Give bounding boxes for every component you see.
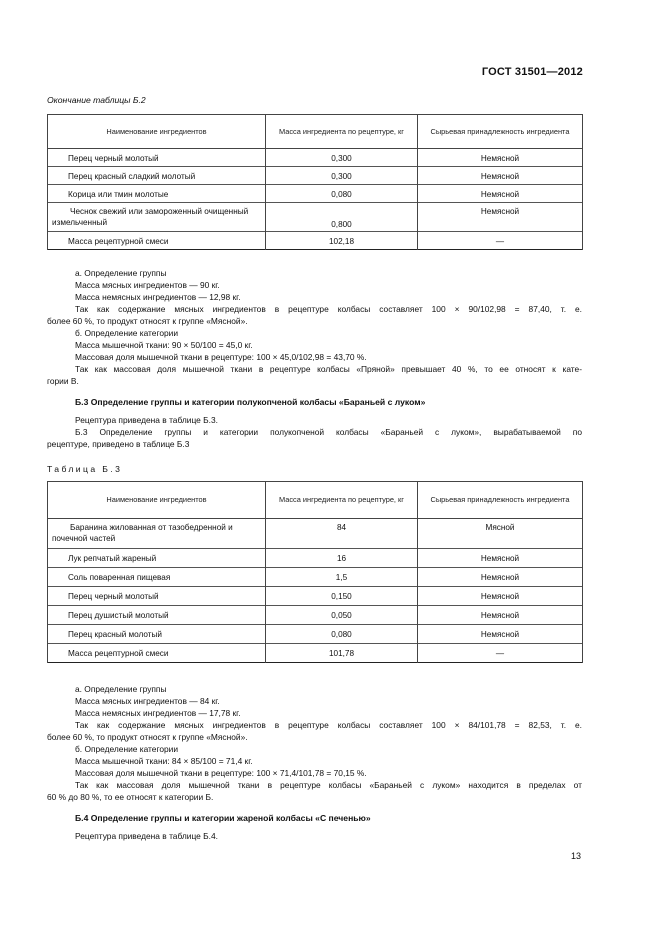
table-b3 <box>47 481 583 663</box>
ingredient-name: Чеснок свежий или замороженный очищенный измельченный <box>48 203 266 232</box>
paragraph: 60 % до 80 %, то ее относят к категории Б. <box>47 792 214 802</box>
section-heading: Б.3 Определение группы и категории полукопченой колбасы «Бараньей с луком» <box>75 397 426 407</box>
paragraph: Масса немясных ингредиентов — 17,78 кг. <box>75 708 241 718</box>
paragraph: а. Определение группы <box>75 268 167 278</box>
column-header: Масса ингредиента по рецептуре, кг <box>266 482 418 519</box>
table-row <box>48 587 583 606</box>
column-header: Сырьевая принадлежность ингредиента <box>418 482 583 519</box>
ingredient-type: Немясной <box>418 185 583 203</box>
ingredient-name: Масса рецептурной смеси <box>48 644 266 663</box>
ingredient-type: Немясной <box>418 606 583 625</box>
column-header: Масса ингредиента по рецептуре, кг <box>266 115 418 149</box>
paragraph: Так как массовая доля мышечной ткани в рецептуре колбасы «Бараньей с луком» находится в пределах от <box>75 780 582 790</box>
ingredient-mass: 0,300 <box>266 149 418 167</box>
table-b2-caption: Окончание таблицы Б.2 <box>47 95 146 105</box>
table-row <box>48 644 583 663</box>
ingredient-mass: 102,18 <box>266 232 418 250</box>
ingredient-mass: 0,080 <box>266 185 418 203</box>
paragraph: Масса немясных ингредиентов — 12,98 кг. <box>75 292 241 302</box>
paragraph: а. Определение группы <box>75 684 167 694</box>
table-row <box>48 568 583 587</box>
ingredient-name: Баранина жилованная от тазобедренной и почечной частей <box>48 519 266 549</box>
paragraph: Масса мясных ингредиентов — 84 кг. <box>75 696 220 706</box>
ingredient-mass: 101,78 <box>266 644 418 663</box>
paragraph: б. Определение категории <box>75 328 178 338</box>
column-header: Наименование ингредиентов <box>48 482 266 519</box>
ingredient-name: Перец душистый молотый <box>48 606 266 625</box>
ingredient-mass: 0,050 <box>266 606 418 625</box>
paragraph: Массовая доля мышечной ткани в рецептуре: 100 × 71,4/101,78 = 70,15 %. <box>75 768 367 778</box>
ingredient-mass: 1,5 <box>266 568 418 587</box>
ingredient-mass: 0,300 <box>266 167 418 185</box>
ingredient-name: Перец красный сладкий молотый <box>48 167 266 185</box>
ingredient-mass: 16 <box>266 549 418 568</box>
page-number: 13 <box>570 851 581 861</box>
table-row <box>48 606 583 625</box>
ingredient-name: Корица или тмин молотые <box>48 185 266 203</box>
ingredient-mass: 0,150 <box>266 587 418 606</box>
table-row <box>48 185 583 203</box>
paragraph: Так как массовая доля мышечной ткани в рецептуре колбасы «Пряной» превышает 40 %, то ее относят к кате- <box>75 364 582 374</box>
table-row <box>48 519 583 549</box>
paragraph: Рецептура приведена в таблице Б.4. <box>75 831 218 841</box>
ingredient-type: Немясной <box>418 549 583 568</box>
column-header: Сырьевая принадлежность ингредиента <box>418 115 583 149</box>
table-b3-caption: Таблица Б.3 <box>47 464 123 474</box>
column-header: Наименование ингредиентов <box>48 115 266 149</box>
paragraph: более 60 %, то продукт относят к группе «Мясной». <box>47 316 248 326</box>
paragraph: Массовая доля мышечной ткани в рецептуре: 100 × 45,0/102,98 = 43,70 %. <box>75 352 367 362</box>
table-b2 <box>47 114 583 250</box>
paragraph: Рецептура приведена в таблице Б.3. <box>75 415 218 425</box>
ingredient-name: Соль поваренная пищевая <box>48 568 266 587</box>
section-heading: Б.4 Определение группы и категории жареной колбасы «С печенью» <box>75 813 371 823</box>
ingredient-type: Немясной <box>418 568 583 587</box>
ingredient-type: Немясной <box>418 167 583 185</box>
table-row <box>48 625 583 644</box>
ingredient-name: Перец черный молотый <box>48 149 266 167</box>
ingredient-type: — <box>418 232 583 250</box>
paragraph: Масса мясных ингредиентов — 90 кг. <box>75 280 220 290</box>
document-id: ГОСТ 31501—2012 <box>481 66 583 78</box>
ingredient-name: Перец красный молотый <box>48 625 266 644</box>
table-row <box>48 549 583 568</box>
paragraph: Так как содержание мясных ингредиентов в рецептуре колбасы составляет 100 × 84/101,78 = 82,53, т. е. <box>75 720 582 730</box>
ingredient-name: Масса рецептурной смеси <box>48 232 266 250</box>
ingredient-type: Немясной <box>418 149 583 167</box>
ingredient-type: Немясной <box>418 587 583 606</box>
paragraph: рецептуре, приведено в таблице Б.3 <box>47 439 190 449</box>
paragraph: б. Определение категории <box>75 744 178 754</box>
ingredient-mass: 0,800 <box>266 203 418 232</box>
paragraph: более 60 %, то продукт относят к группе «Мясной». <box>47 732 248 742</box>
ingredient-type: — <box>418 644 583 663</box>
table-row <box>48 232 583 250</box>
paragraph: Так как содержание мясных ингредиентов в рецептуре колбасы составляет 100 × 90/102,98 = 87,40, т. е. <box>75 304 582 314</box>
ingredient-name: Перец черный молотый <box>48 587 266 606</box>
ingredient-mass: 84 <box>266 519 418 549</box>
ingredient-type: Немясной <box>418 625 583 644</box>
ingredient-type: Мясной <box>418 519 583 549</box>
table-row <box>48 203 583 232</box>
ingredient-mass: 0,080 <box>266 625 418 644</box>
paragraph: Масса мышечной ткани: 90 × 50/100 = 45,0 кг. <box>75 340 253 350</box>
paragraph: гории В. <box>47 376 79 386</box>
ingredient-name: Лук репчатый жареный <box>48 549 266 568</box>
paragraph: Масса мышечной ткани: 84 × 85/100 = 71,4 кг. <box>75 756 253 766</box>
table-row <box>48 149 583 167</box>
ingredient-type: Немясной <box>418 203 583 232</box>
paragraph: Б.3 Определение группы и категории полукопченой колбасы «Бараньей с луком», вырабатываемой по <box>75 427 582 437</box>
table-row <box>48 167 583 185</box>
